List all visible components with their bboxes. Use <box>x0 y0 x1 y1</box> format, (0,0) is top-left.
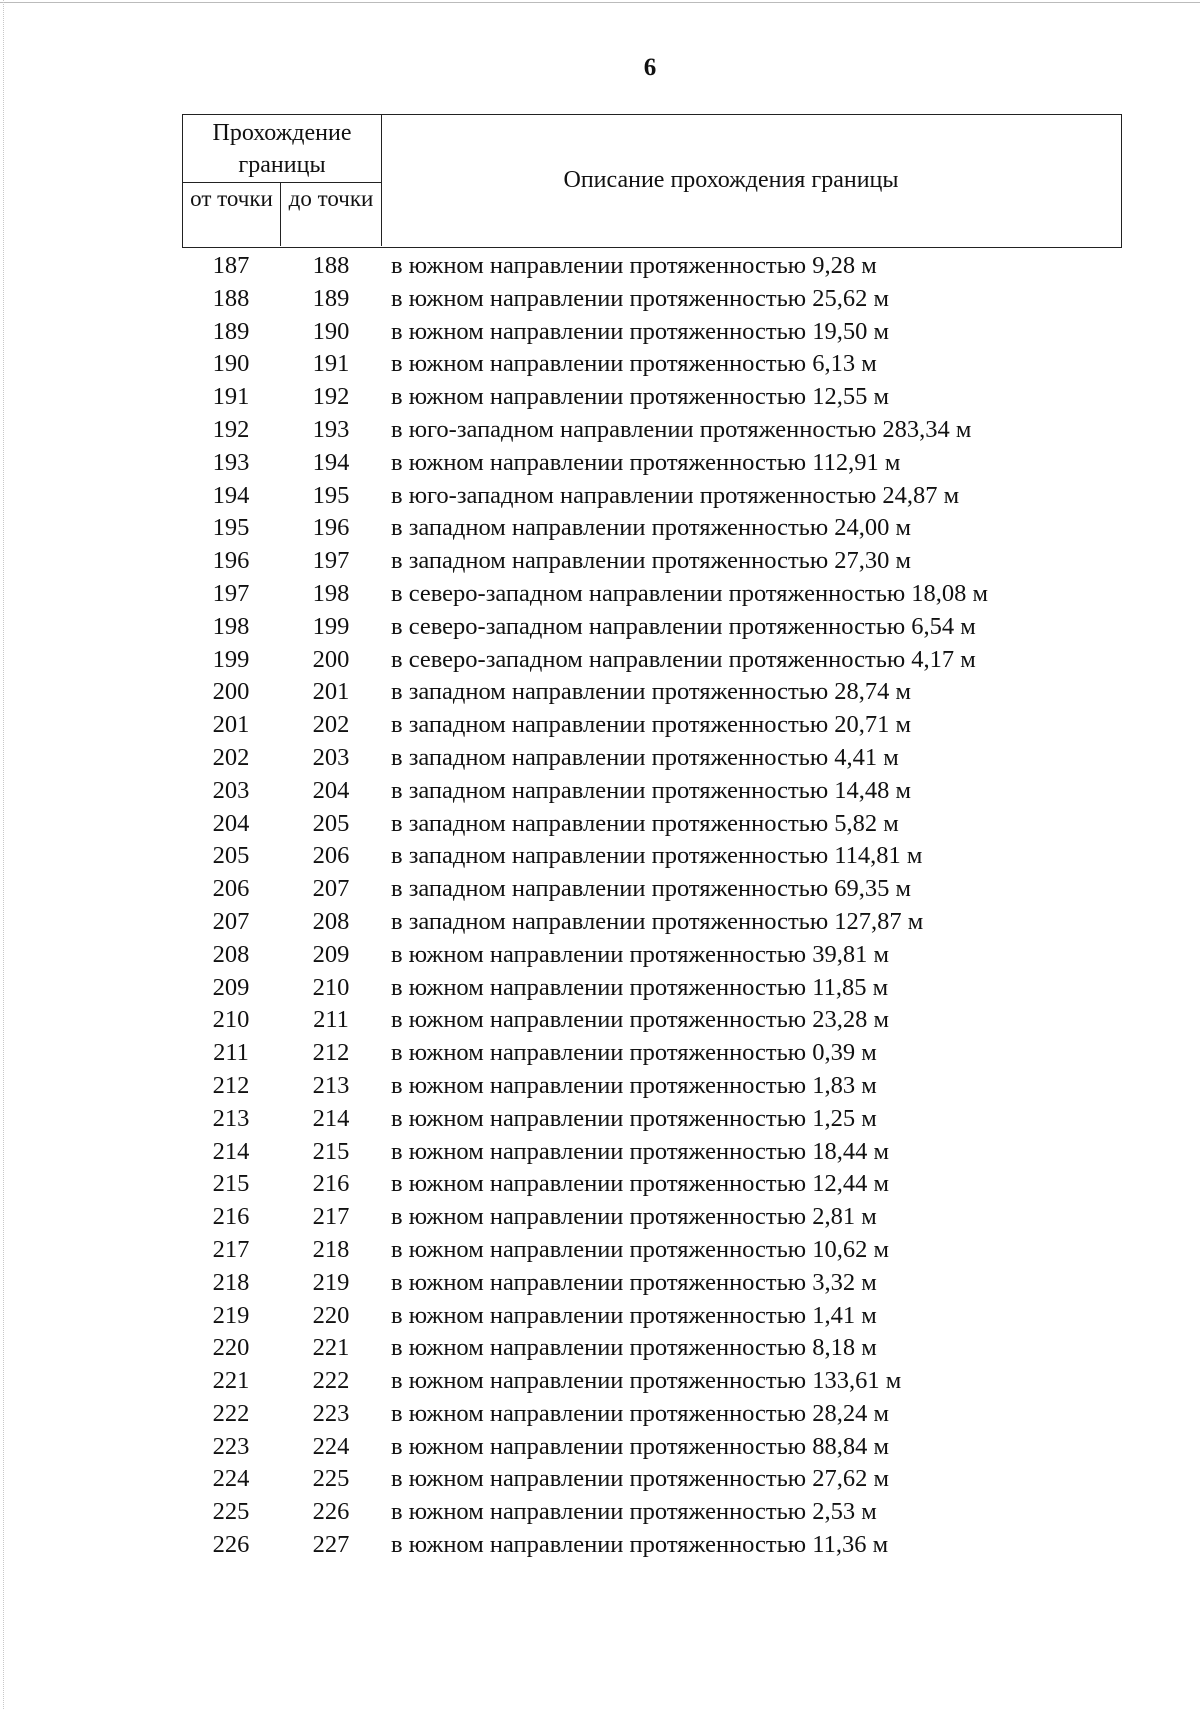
table-row <box>182 447 1122 480</box>
description-cell: в южном направлении протяженностью 8,18 м <box>391 1334 877 1362</box>
table-row <box>182 611 1122 644</box>
table-row <box>182 972 1122 1005</box>
from-point-cell: 218 <box>212 1268 250 1296</box>
from-point-cell: 221 <box>212 1367 250 1395</box>
table-row <box>182 1463 1122 1496</box>
to-point-cell: 209 <box>312 940 350 968</box>
to-point-cell: 216 <box>312 1170 350 1198</box>
from-point-cell: 199 <box>212 645 250 673</box>
description-cell: в южном направлении протяженностью 23,28 м <box>391 1006 889 1034</box>
description-cell: в южном направлении протяженностью 10,62 м <box>391 1235 889 1263</box>
description-cell: в западном направлении протяженностью 69,35 м <box>391 875 912 903</box>
to-point-cell: 215 <box>312 1137 350 1165</box>
description-cell: в южном направлении протяженностью 133,61 м <box>391 1367 902 1395</box>
scan-edge-left <box>3 0 4 1709</box>
table-row <box>182 1168 1122 1201</box>
table-row <box>182 775 1122 808</box>
to-point-cell: 190 <box>312 317 350 345</box>
table-row <box>182 1103 1122 1136</box>
to-point-cell: 191 <box>312 350 350 378</box>
description-cell: в южном направлении протяженностью 12,55 м <box>391 383 889 411</box>
from-point-cell: 214 <box>212 1137 250 1165</box>
description-cell: в западном направлении протяженностью 28,74 м <box>391 678 912 706</box>
table-row <box>182 906 1122 939</box>
to-point-cell: 198 <box>312 579 350 607</box>
to-point-cell: 202 <box>312 711 350 739</box>
description-cell: в западном направлении протяженностью 27,30 м <box>391 547 912 575</box>
to-point-cell: 227 <box>312 1531 350 1559</box>
to-point-cell: 205 <box>312 809 350 837</box>
description-cell: в западном направлении протяженностью 127,87 м <box>391 907 924 935</box>
to-point-cell: 225 <box>312 1465 350 1493</box>
description-cell: в южном направлении протяженностью 39,81 м <box>391 940 889 968</box>
scan-edge-top <box>0 2 1200 3</box>
description-cell: в юго-западном направлении протяженностью 283,34 м <box>391 415 972 443</box>
table-row <box>182 644 1122 677</box>
table-row <box>182 414 1122 447</box>
from-point-cell: 202 <box>212 743 250 771</box>
from-point-cell: 226 <box>212 1531 250 1559</box>
table-row <box>182 709 1122 742</box>
to-point-cell: 219 <box>312 1268 350 1296</box>
table-row <box>182 480 1122 513</box>
from-point-cell: 223 <box>212 1432 250 1460</box>
from-point-cell: 225 <box>212 1498 250 1526</box>
table-row <box>182 1431 1122 1464</box>
to-point-cell: 208 <box>312 907 350 935</box>
from-point-cell: 191 <box>212 383 250 411</box>
to-point-cell: 188 <box>312 252 350 279</box>
description-cell: в западном направлении протяженностью 20,71 м <box>391 711 912 739</box>
from-point-cell: 219 <box>212 1301 250 1329</box>
description-cell: в южном направлении протяженностью 12,44 м <box>391 1170 889 1198</box>
from-point-cell: 192 <box>212 415 250 443</box>
from-point-cell: 196 <box>212 547 250 575</box>
description-cell: в южном направлении протяженностью 25,62 м <box>391 284 889 312</box>
table-row <box>182 1201 1122 1234</box>
to-point-cell: 195 <box>312 481 350 509</box>
table-row <box>182 1234 1122 1267</box>
description-cell: в южном направлении протяженностью 1,25 м <box>391 1104 877 1132</box>
table-row <box>182 512 1122 545</box>
from-point-cell: 189 <box>212 317 250 345</box>
to-point-cell: 201 <box>312 678 350 706</box>
from-point-cell: 207 <box>212 907 250 935</box>
table-row <box>182 873 1122 906</box>
from-point-cell: 210 <box>212 1006 250 1034</box>
from-point-cell: 222 <box>212 1399 250 1427</box>
description-cell: в южном направлении протяженностью 2,53 м <box>391 1498 877 1526</box>
description-cell: в северо-западном направлении протяженностью 6,54 м <box>391 612 976 640</box>
table-row <box>182 283 1122 316</box>
to-point-cell: 210 <box>312 973 350 1001</box>
description-cell: в южном направлении протяженностью 11,85 м <box>391 973 889 1001</box>
description-cell: в южном направлении протяженностью 18,44 м <box>391 1137 889 1165</box>
to-point-cell: 206 <box>312 842 350 870</box>
boundary-table-header <box>182 114 1122 248</box>
from-point-cell: 209 <box>212 973 250 1001</box>
to-point-cell: 211 <box>313 1006 349 1034</box>
description-cell: в западном направлении протяженностью 114,81 м <box>391 842 923 870</box>
from-point-cell: 204 <box>212 809 250 837</box>
from-point-cell: 200 <box>212 678 250 706</box>
to-point-cell: 218 <box>312 1235 350 1263</box>
description-cell: в южном направлении протяженностью 112,91 м <box>391 448 901 476</box>
table-row <box>182 1267 1122 1300</box>
table-row <box>182 348 1122 381</box>
to-point-cell: 224 <box>312 1432 350 1460</box>
table-row <box>182 808 1122 841</box>
to-point-cell: 194 <box>312 448 350 476</box>
from-point-cell: 215 <box>212 1170 250 1198</box>
description-cell: в южном направлении протяженностью 2,81 м <box>391 1203 877 1231</box>
description-cell: в южном направлении протяженностью 0,39 м <box>391 1039 877 1067</box>
description-cell: в южном направлении протяженностью 1,83 м <box>391 1071 877 1099</box>
table-row <box>182 1529 1122 1562</box>
from-point-cell: 216 <box>212 1203 250 1231</box>
description-cell: в южном направлении протяженностью 88,84 м <box>391 1432 889 1460</box>
to-point-cell: 207 <box>312 875 350 903</box>
to-point-cell: 214 <box>312 1104 350 1132</box>
from-point-cell: 190 <box>212 350 250 378</box>
table-row <box>182 939 1122 972</box>
to-point-cell: 192 <box>312 383 350 411</box>
from-point-cell: 224 <box>212 1465 250 1493</box>
table-row <box>182 840 1122 873</box>
to-point-cell: 212 <box>312 1039 350 1067</box>
to-point-cell: 189 <box>312 284 350 312</box>
to-point-cell: 203 <box>312 743 350 771</box>
description-header: Описание прохождения границы <box>563 167 899 193</box>
description-cell: в южном направлении протяженностью 3,32 м <box>391 1268 877 1296</box>
to-point-cell: 223 <box>312 1399 350 1427</box>
description-cell: в юго-западном направлении протяженностью 24,87 м <box>391 481 960 509</box>
table-row <box>182 1332 1122 1365</box>
description-cell: в южном направлении протяженностью 27,62 м <box>391 1465 889 1493</box>
to-point-cell: 213 <box>312 1071 350 1099</box>
table-row <box>182 381 1122 414</box>
table-row <box>182 1136 1122 1169</box>
description-cell: в южном направлении протяженностью 6,13 м <box>391 350 877 378</box>
table-row <box>182 1070 1122 1103</box>
from-point-cell: 220 <box>212 1334 250 1362</box>
description-cell: в западном направлении протяженностью 5,82 м <box>391 809 899 837</box>
description-cell: в западном направлении протяженностью 4,41 м <box>391 743 899 771</box>
from-point-cell: 206 <box>212 875 250 903</box>
to-point-cell: 199 <box>312 612 350 640</box>
passage-header-group <box>183 115 382 246</box>
from-point-cell: 198 <box>212 612 250 640</box>
table-row <box>182 1398 1122 1431</box>
description-cell: в южном направлении протяженностью 19,50 м <box>391 317 889 345</box>
from-point-cell: 212 <box>212 1071 250 1099</box>
from-point-cell: 195 <box>212 514 250 542</box>
to-point-cell: 226 <box>312 1498 350 1526</box>
description-cell: в южном направлении протяженностью 28,24 м <box>391 1399 889 1427</box>
description-cell: в южном направлении протяженностью 11,36 м <box>391 1531 889 1559</box>
table-row <box>182 316 1122 349</box>
from-point-cell: 197 <box>212 579 250 607</box>
to-point-cell: 221 <box>312 1334 350 1362</box>
table-row <box>182 545 1122 578</box>
to-point-cell: 217 <box>312 1203 350 1231</box>
from-point-cell: 205 <box>212 842 250 870</box>
to-point-cell: 197 <box>312 547 350 575</box>
description-cell: в северо-западном направлении протяженностью 18,08 м <box>391 579 989 607</box>
from-point-cell: 201 <box>212 711 250 739</box>
description-cell: в западном направлении протяженностью 24,00 м <box>391 514 912 542</box>
to-point-cell: 220 <box>312 1301 350 1329</box>
to-point-cell: 193 <box>312 415 350 443</box>
from-point-cell: 193 <box>212 448 250 476</box>
from-point-header: от точки <box>183 183 281 246</box>
to-point-cell: 200 <box>312 645 350 673</box>
description-cell: в южном направлении протяженностью 1,41 м <box>391 1301 877 1329</box>
from-point-cell: 203 <box>212 776 250 804</box>
to-point-cell: 204 <box>312 776 350 804</box>
passage-header-title: Прохождение границы <box>183 115 381 183</box>
table-row <box>182 1037 1122 1070</box>
from-point-cell: 211 <box>213 1039 249 1067</box>
table-row <box>182 1365 1122 1398</box>
table-row <box>182 742 1122 775</box>
from-point-cell: 208 <box>212 940 250 968</box>
table-row <box>182 1004 1122 1037</box>
table-row <box>182 578 1122 611</box>
to-point-header: до точки <box>288 186 374 211</box>
description-cell: в южном направлении протяженностью 9,28 м <box>391 252 877 279</box>
table-row <box>182 1496 1122 1529</box>
boundary-table-body <box>182 250 1122 1562</box>
page-number: 6 <box>643 54 657 81</box>
table-row <box>182 1300 1122 1333</box>
to-point-cell: 196 <box>312 514 350 542</box>
from-point-cell: 188 <box>212 284 250 312</box>
to-point-cell: 222 <box>312 1367 350 1395</box>
table-row <box>182 676 1122 709</box>
from-point-cell: 194 <box>212 481 250 509</box>
description-cell: в северо-западном направлении протяженностью 4,17 м <box>391 645 976 673</box>
description-cell: в западном направлении протяженностью 14,48 м <box>391 776 912 804</box>
table-row <box>182 250 1122 283</box>
from-point-cell: 187 <box>212 252 250 279</box>
from-point-cell: 213 <box>212 1104 250 1132</box>
from-point-cell: 217 <box>212 1235 250 1263</box>
